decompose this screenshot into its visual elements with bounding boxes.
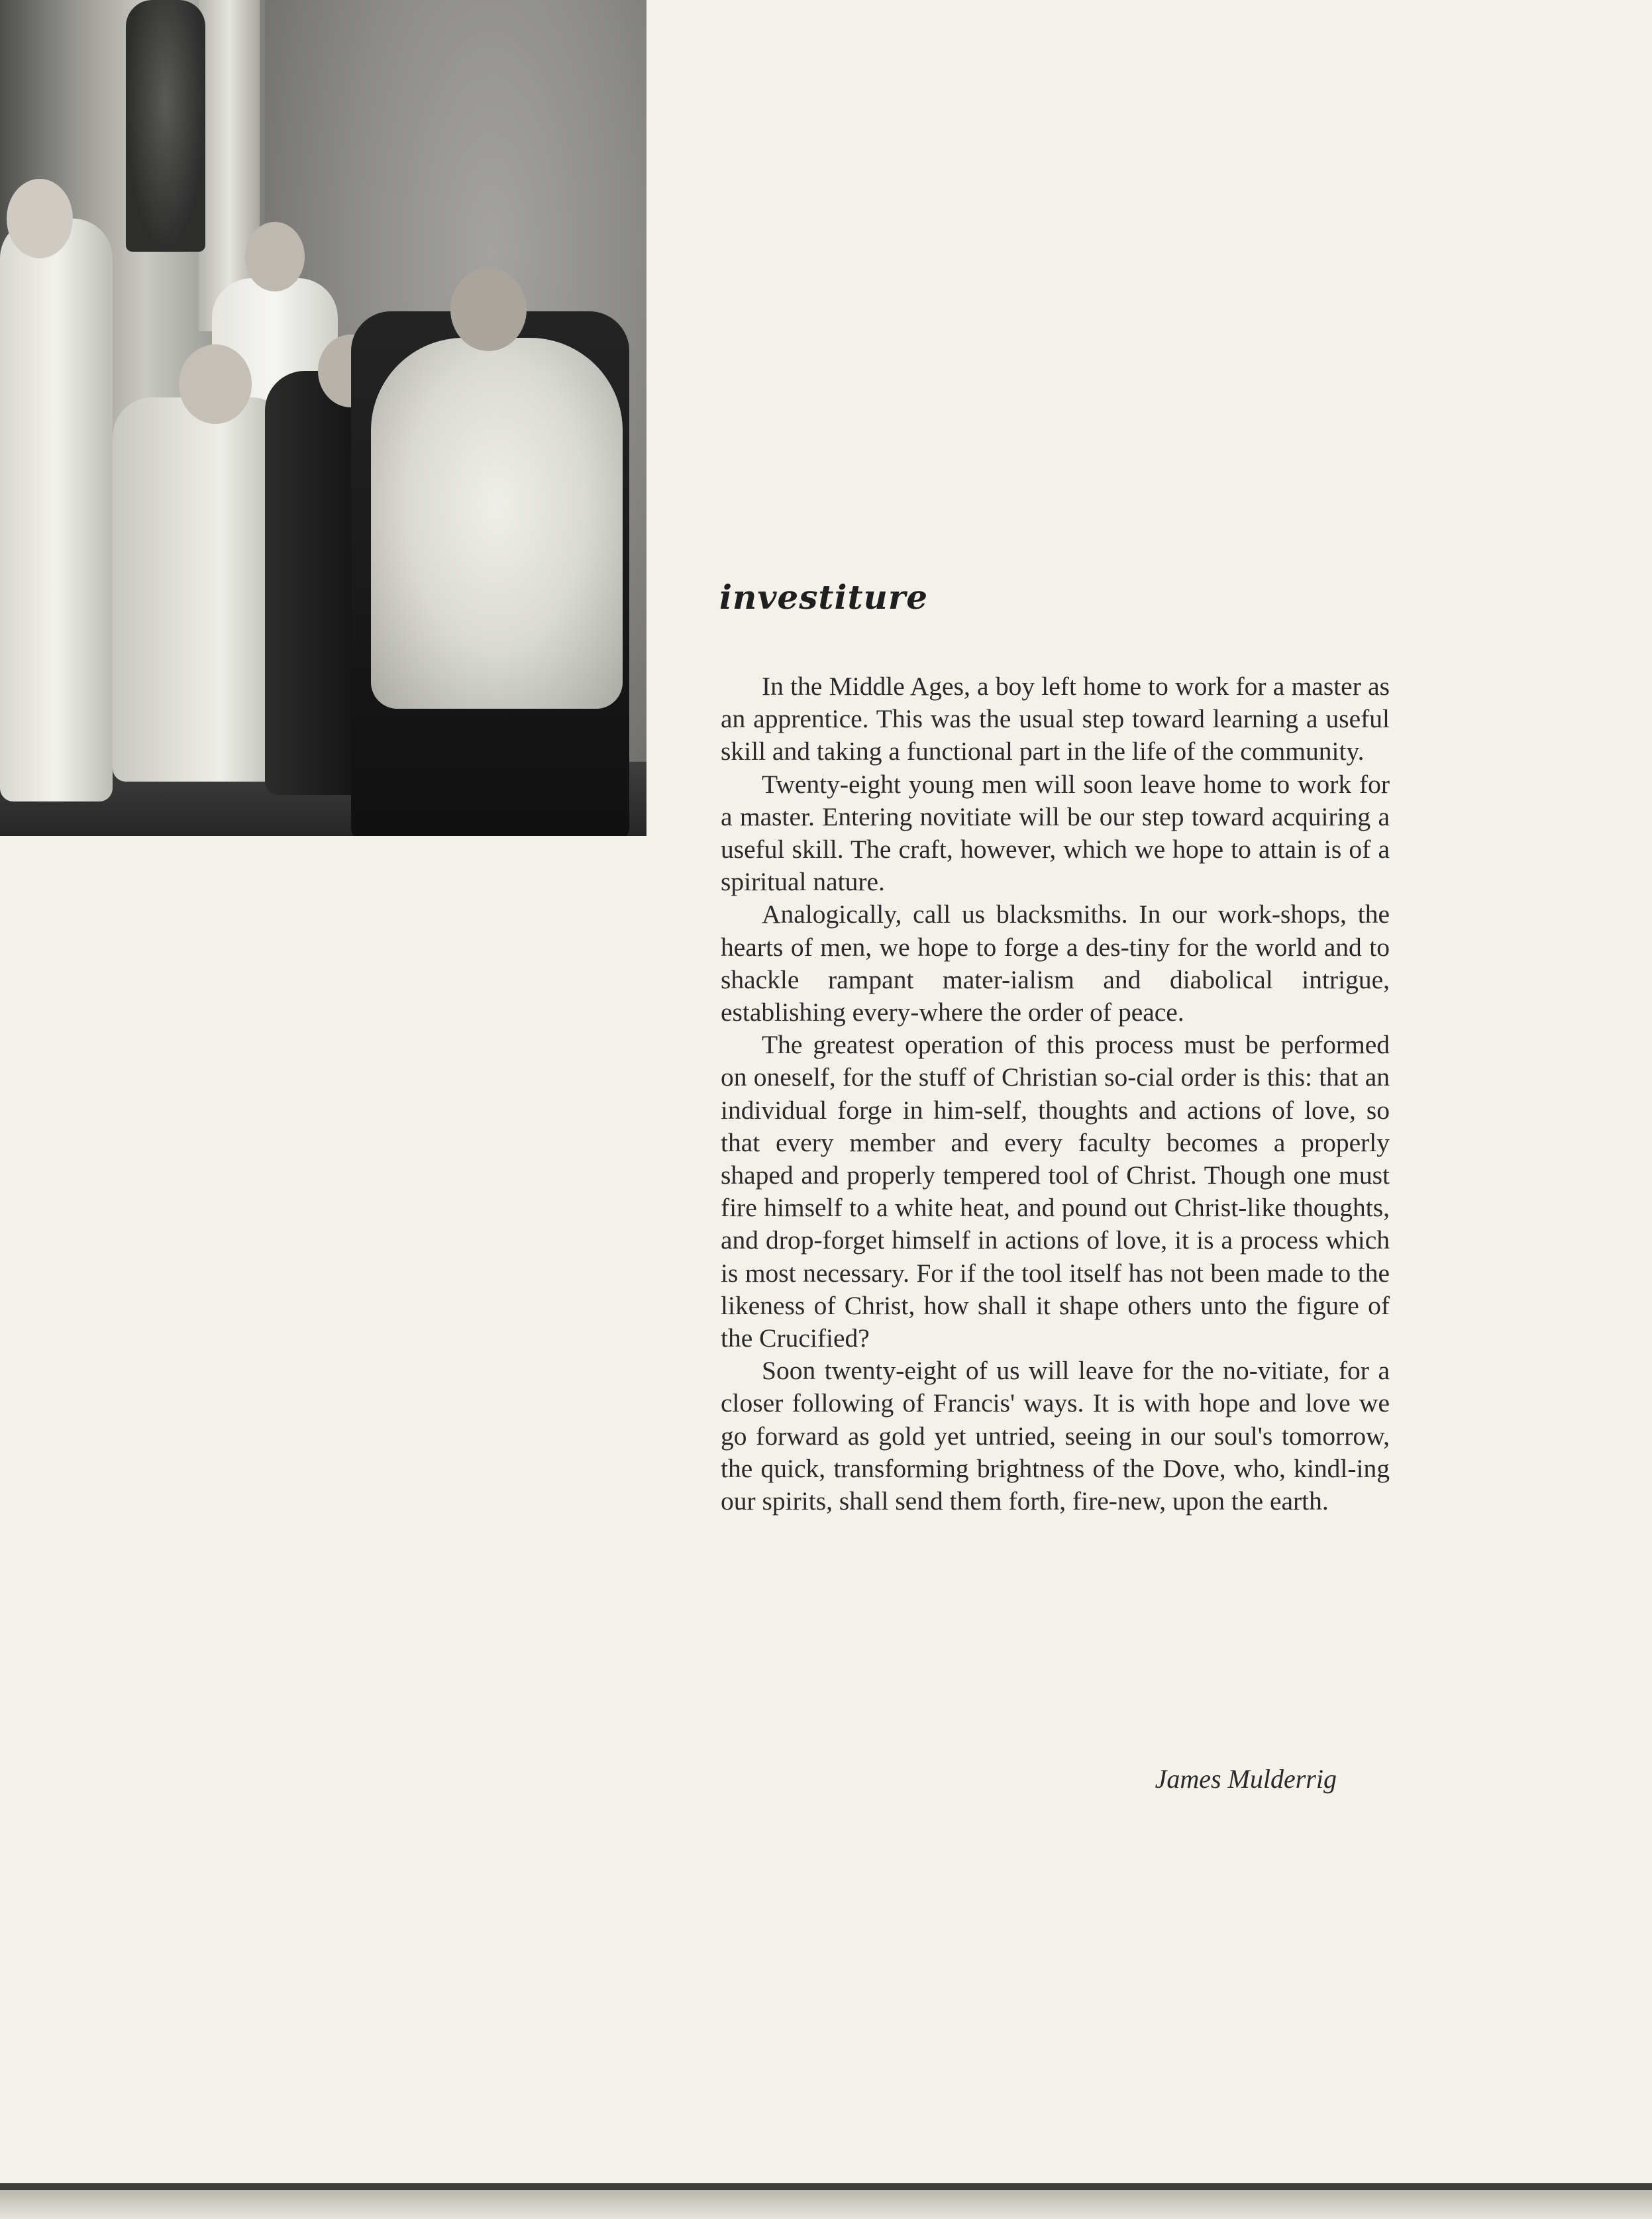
article-paragraph: Analogically, call us blacksmiths. In our work-shops, the hearts of men, we hope to forge a des-tiny for the world and to shackle rampant mater-ialism and diabolical intrigue, establishing every-where the order of peace.: [721, 900, 1390, 1027]
article-paragraph: The greatest operation of this process must be performed on oneself, for the stuff of Christian so-cial order is this: that an individual forge in him-self, thoughts and actions of love, so that every member and every faculty becomes a properly shaped and properly tempered tool of Christ. Though one must fire himself to a white heat, and pound out Christ-like thoughts, and drop-forget himself in actions of love, it is a process which is most necessary. For if the tool itself has not been made to the likeness of Christ, how shall it shape others unto the figure of the Crucified?: [721, 1030, 1390, 1353]
photo-figure-head: [7, 179, 73, 258]
photo-figure-lace-surplice: [371, 338, 623, 709]
article-paragraph: In the Middle Ages, a boy left home to work for a master as an apprentice. This was the usual step toward learning a useful skill and taking a functional part in the life of the community.: [721, 672, 1390, 766]
photo-figure-head: [179, 344, 252, 424]
photo-statue: [126, 0, 205, 252]
article-body: [721, 670, 1390, 1518]
photo-figure-priest-left: [0, 219, 113, 801]
ceremony-photograph: [0, 0, 646, 836]
photo-figure-head: [245, 222, 305, 291]
author-byline: James Mulderrig: [1155, 1764, 1337, 1794]
page-bottom-shadow: [0, 2190, 1652, 2219]
article-paragraph: Soon twenty-eight of us will leave for the no-vitiate, for a closer following of Francis' ways. It is with hope and love we go forward as gold yet untried, seeing in our soul's tomorrow, the quick, transforming brightness of the Dove, who, kindl-ing our spirits, shall send them forth, fire-new, upon the earth.: [721, 1356, 1390, 1516]
article-paragraph: Twenty-eight young men will soon leave home to work for a master. Entering novitiate will be our step toward acquiring a useful skill. The craft, however, which we hope to attain is of a spiritual nature.: [721, 769, 1390, 897]
photo-figure-head: [450, 268, 527, 351]
page-bottom-edge: [0, 2183, 1652, 2190]
article-title: investiture: [719, 578, 929, 617]
